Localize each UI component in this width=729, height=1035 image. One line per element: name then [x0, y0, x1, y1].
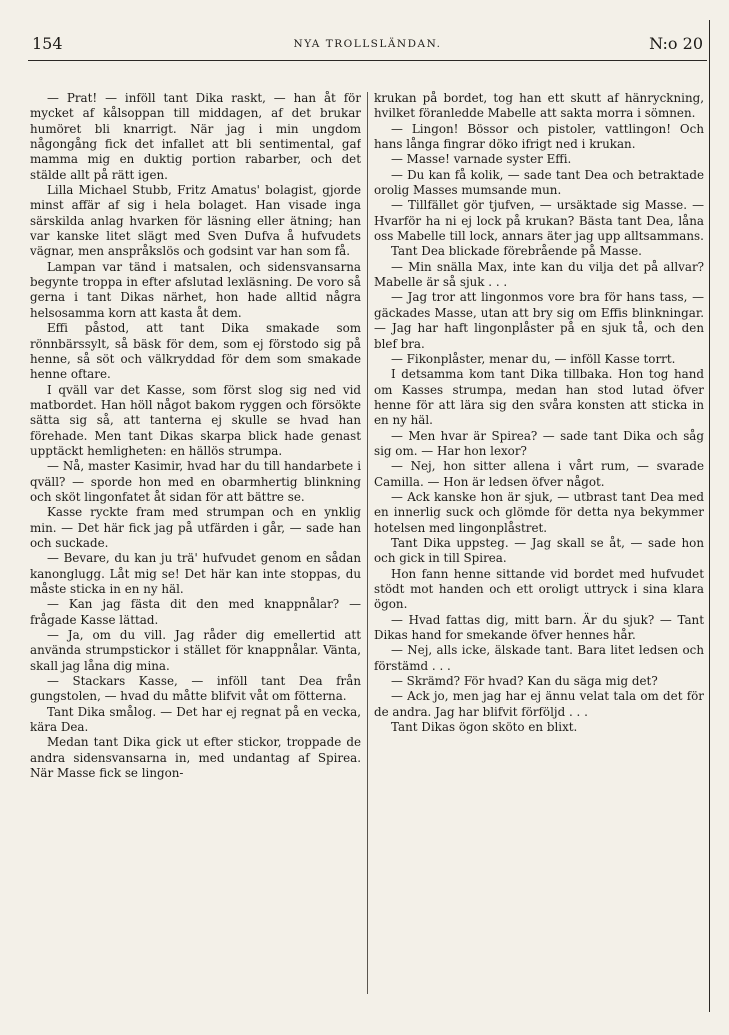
- paragraph: — Prat! — inföll tant Dika raskt, — han åt för mycket af kålsoppan till middagen, af det brukar humöret bli knarrigt. När jag i min ungdom någongång fick det infallet att bli sentimental, gaf mamma mig en duktig portion rabarber, och det stälde allt på rätt igen.: [30, 91, 361, 182]
- left-column: [30, 91, 361, 996]
- paragraph: — Masse! varnade syster Effi.: [391, 152, 572, 167]
- column-divider: [367, 92, 368, 994]
- paragraph: — Skrämd? För hvad? Kan du säga mig det?: [391, 674, 658, 689]
- page-header: [28, 30, 707, 61]
- paragraph: Kasse ryckte fram med strumpan och en ynklig min. — Det här fick jag på utfärden i går, — sade han och suckade.: [30, 505, 361, 550]
- paragraph: — Du kan få kolik, — sade tant Dea och betraktade orolig Masses mumsande mun.: [374, 167, 704, 198]
- paragraph: — Fikonplåster, menar du, — inföll Kasse torrt.: [391, 351, 676, 366]
- paragraph: — Min snälla Max, inte kan du vilja det på allvar? Mabelle är så sjuk . . .: [374, 259, 704, 290]
- issue-number: N:o 20: [649, 34, 703, 53]
- paragraph: — Bevare, du kan ju trä' hufvudet genom en sådan kanonglugg. Låt mig se! Det här kan inte stoppas, du måste sticka in en ny häl.: [30, 551, 361, 596]
- paragraph: Lampan var tänd i matsalen, och sidensvansarna begynte troppa in efter afslutad lexläsning. De voro så gerna i tant Dikas närhet, hon hade alltid några helsosamma korn att kasta åt dem.: [30, 259, 361, 320]
- paragraph: I detsamma kom tant Dika tillbaka. Hon tog hand om Kasses strumpa, medan han stod lutad öfver henne för att lära sig den svåra konsten att sticka in en ny häl.: [374, 367, 704, 428]
- paragraph: — Hvad fattas dig, mitt barn. Är du sjuk? — Tant Dikas hand for smekande öfver hennes hår.: [374, 612, 704, 643]
- paragraph: Tant Dika uppsteg. — Jag skall se åt, — sade hon och gick in till Spirea.: [374, 535, 704, 566]
- paragraph: Lilla Michael Stubb, Fritz Amatus' bolagist, gjorde minst affär af sig i hela bolaget. Han visade inga särskilda anlag hvarken för läsning eller ätning; han var kanske litet slägt med Sven Dufva å hufvudets vägnar, men anspråkslös och godsint var han som få.: [30, 183, 361, 259]
- paragraph: Medan tant Dika gick ut efter stickor, troppade de andra sidensvansarna in, med undantag af Spirea. När Masse fick se lingon-: [30, 735, 361, 781]
- paragraph: I qväll var det Kasse, som först slog sig ned vid matbordet. Han höll något bakom ryggen och försökte sätta sig så, att tanterna ej skulle se hvad han förehade. Men tant Dikas skarpa blick hade genast upptäckt hemligheten: en hällös strumpa.: [30, 382, 361, 458]
- paragraph: — Nej, alls icke, älskade tant. Bara litet ledsen och förstämd . . .: [374, 643, 704, 673]
- paragraph: krukan på bordet, tog han ett skutt af hänryckning, hvilket föranledde Mabelle att sakta morra i sömnen.: [374, 91, 704, 121]
- paragraph: Hon fann henne sittande vid bordet med hufvudet stödt mot handen och ett oroligt uttryck i sina klara ögon.: [374, 566, 704, 612]
- paragraph: — Nå, master Kasimir, hvad har du till handarbete i qväll? — sporde hon med en obarmhertig blinkning och sköt lingonfatet åt sidan för att bättre se.: [30, 459, 361, 504]
- paragraph: — Ack kanske hon är sjuk, — utbrast tant Dea med en innerlig suck och glömde för detta nya bekymmer hotelsen med lingonplåstret.: [374, 489, 704, 535]
- paragraph: Effi påstod, att tant Dika smakade som rönnbärssylt, så bäsk för dem, som ej förstodo sig på henne, så söt och välkryddad för dem som smakade henne oftare.: [30, 321, 361, 382]
- paragraph: — Kan jag fästa dit den med knappnålar? — frågade Kasse lättad.: [30, 597, 361, 627]
- paragraph: — Lingon! Bössor och pistoler, vattlingon! Och hans långa fingrar döko ifrigt ned i krukan.: [374, 121, 704, 152]
- paragraph: — Nej, hon sitter allena i vårt rum, — svarade Camilla. — Hon är ledsen öfver något.: [374, 459, 704, 489]
- paragraph: — Men hvar är Spirea? — sade tant Dika och såg sig om. — Har hon lexor?: [374, 428, 704, 458]
- paragraph: — Tillfället gör tjufven, — ursäktade sig Masse. — Hvarför ha ni ej lock på krukan? Bästa tant Dea, låna oss Mabelle till lock, annars äter jag upp alltsammans.: [374, 198, 704, 244]
- paragraph: — Jag tror att lingonmos vore bra för hans tass, — gäckades Masse, utan att bry sig om Effis blinkningar. — Jag har haft lingonplåster på en sjuk tå, och den blef bra.: [374, 290, 704, 351]
- paragraph: — Stackars Kasse, — inföll tant Dea från gungstolen, — hvad du måtte blifvit våt om fötterna.: [30, 674, 361, 704]
- right-column: [374, 91, 704, 996]
- right-margin-rule: [709, 20, 710, 1012]
- page-number: 154: [32, 34, 63, 53]
- paragraph: Tant Dikas ögon sköto en blixt.: [391, 720, 578, 735]
- paragraph: — Ack jo, men jag har ej ännu velat tala om det för de andra. Jag har blifvit förföljd . . .: [374, 689, 704, 719]
- paragraph: Tant Dika smålog. — Det har ej regnat på en vecka, kära Dea.: [30, 704, 361, 735]
- paragraph: — Ja, om du vill. Jag råder dig emellertid att använda strumpstickor i stället för knappnålar. Vänta, skall jag låna dig mina.: [30, 628, 361, 673]
- publication-title: NYA TROLLSLÄNDAN.: [293, 38, 442, 50]
- paragraph: Tant Dea blickade förebrående på Masse.: [391, 244, 642, 259]
